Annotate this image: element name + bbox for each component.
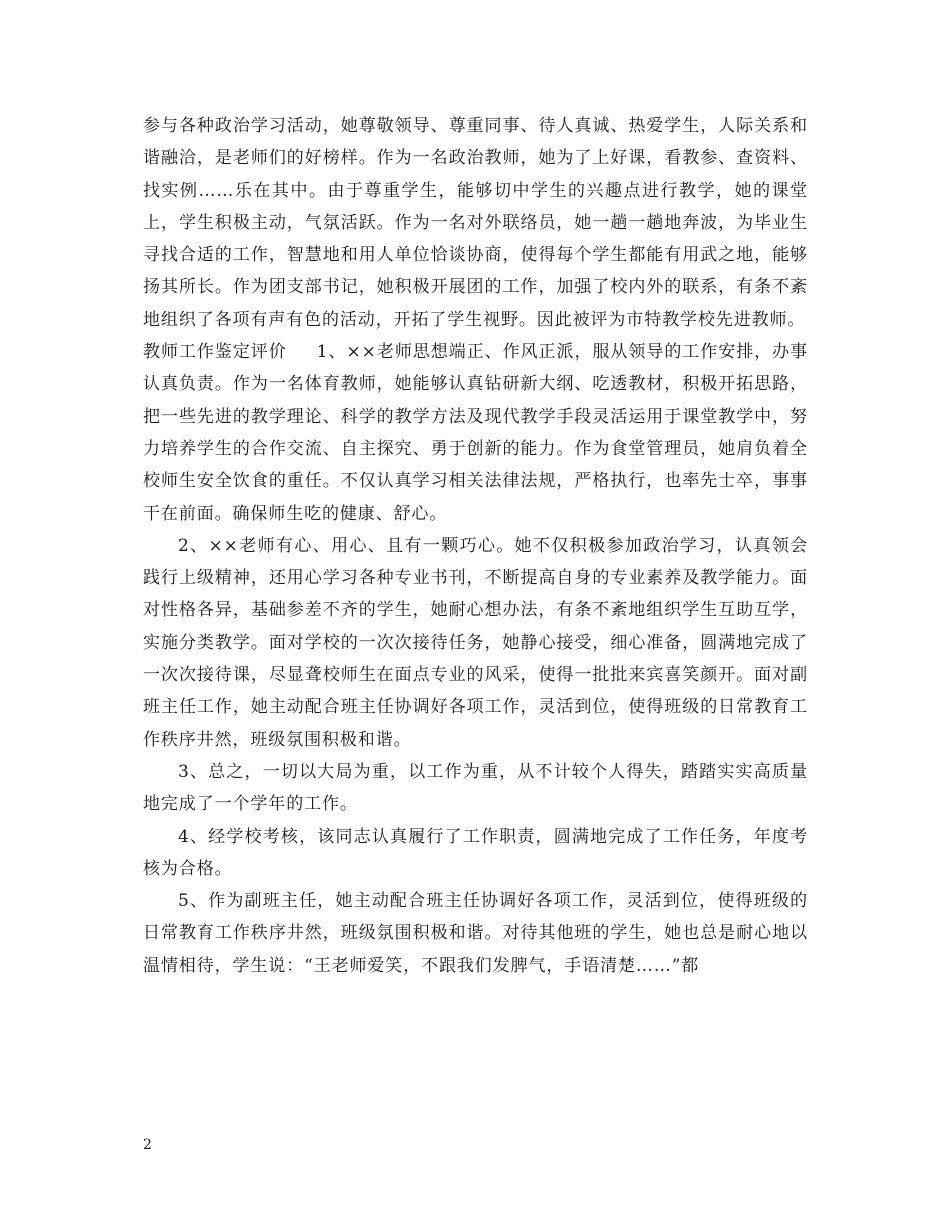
paragraph-evaluation-2: 2、××老师有心、用心、且有一颗巧心。她不仅积极参加政治学习，认真领会践行上级精神，还用心学习各种专业书刊，不断提高自身的专业素养及教学能力。面对性格各异，基础参差不齐的学生，她耐心想办法，有条不紊地组织学生互助互学，实施分类教学。面对学校的一次次接待任务，她静心接受，细心准备，圆满地完成了一次次接待课，尽显聋校师生在面点专业的风采，使得一批批来宾喜笑颜开。面对副班主任工作，她主动配合班主任协调好各项工作，灵活到位，使得班级的日常教育工作秩序井然，班级氛围积极和谐。 [143,535,808,750]
section-heading: 教师工作鉴定评价 [143,342,287,363]
paragraph-evaluation-4: 4、经学校考核，该同志认真履行了工作职责，圆满地完成了工作任务，年度考核为合格。 [143,826,808,879]
paragraph-evaluation-3: 3、总之，一切以大局为重，以工作为重，从不计较个人得失，踏踏实实高质量地完成了一个学年的工作。 [143,761,808,815]
page-number: 2 [143,1137,152,1153]
document-body [143,110,808,982]
paragraph-evaluation-5: 5、作为副班主任，她主动配合班主任协调好各项工作，灵活到位，使得班级的日常教育工作秩序井然，班级氛围积极和谐。对待其他班的学生，她也总是耐心地以温情相待，学生说：“王老师爱笑，不跟我们发脾气，手语清楚……”都 [143,891,808,976]
paragraph-text: 1、××老师思想端正、作风正派，服从领导的工作安排，办事认真负责。作为一名体育教师，她能够认真钻研新大纲、吃透教材，积极开拓思路，把一些先进的教学理论、科学的教学方法及现代教学手段灵活运用于课堂教学中，努力培养学生的合作交流、自主探究、勇于创新的能力。作为食堂管理员，她肩负着全校师生安全饮食的重任。不仅认真学习相关法律法规，严格执行，也率先士卒，事事干在前面。确保师生吃的健康、舒心。 [143,342,808,524]
paragraph-evaluation-1 [143,336,808,530]
paragraph-continuation: 参与各种政治学习活动，她尊敬领导、尊重同事、待人真诚、热爱学生，人际关系和谐融洽，是老师们的好榜样。作为一名政治教师，她为了上好课，看教参、查资料、找实例……乐在其中。由于尊重学生，能够切中学生的兴趣点进行教学，她的课堂上，学生积极主动，气氛活跃。作为一名对外联络员，她一趟一趟地奔波，为毕业生寻找合适的工作，智慧地和用人单位恰谈协商，使得每个学生都能有用武之地，能够扬其所长。作为团支部书记，她积极开展团的工作，加强了校内外的联系，有条不紊地组织了各项有声有色的活动，开拓了学生视野。因此被评为市特教学校先进教师。 [143,116,808,330]
